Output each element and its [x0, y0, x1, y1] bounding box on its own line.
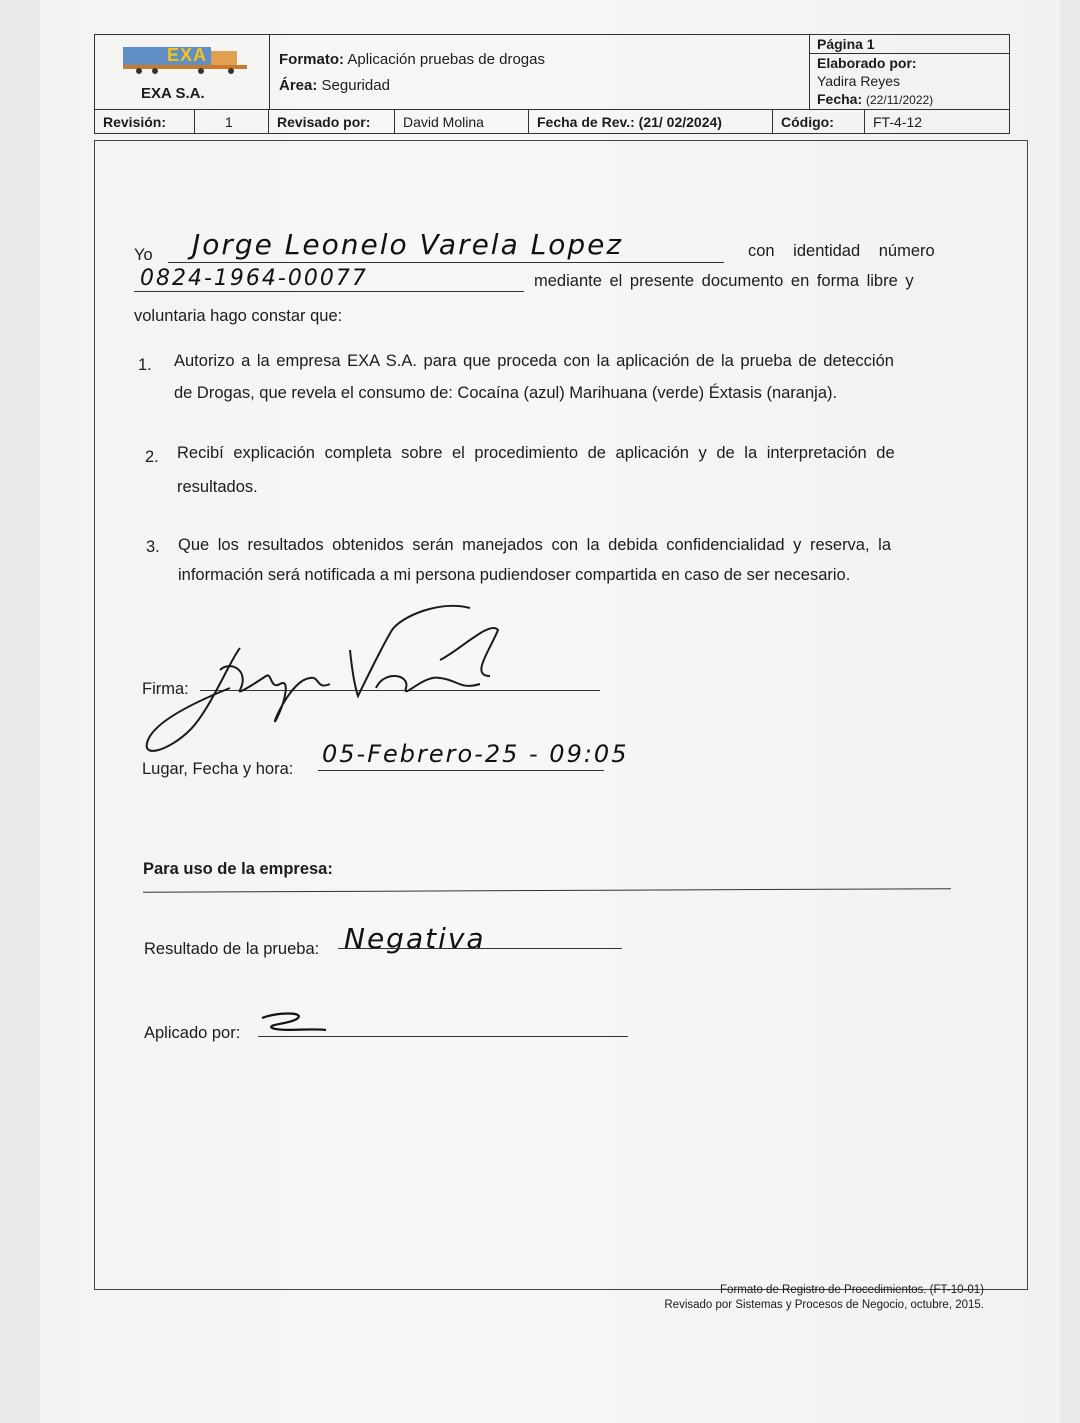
con-identidad-text: con identidad número	[748, 242, 935, 260]
resultado-label: Resultado de la prueba:	[144, 940, 320, 958]
logo-cell	[95, 35, 270, 109]
format-cell	[269, 35, 810, 109]
codigo-label: Código:	[773, 110, 865, 134]
item-1-number: 1.	[138, 356, 152, 374]
resultado-handwritten: Negativa	[344, 922, 486, 955]
yo-label: Yo	[134, 246, 153, 264]
item-2-number: 2.	[145, 448, 159, 466]
page-info-cell	[809, 35, 1009, 109]
name-handwritten: Jorge Leonelo Varela Lopez	[192, 228, 624, 261]
logo-text: EXA	[167, 45, 208, 65]
mediante-text: mediante el presente documento en forma libre y	[534, 272, 914, 290]
codigo-value: FT-4-12	[873, 114, 923, 130]
revisado-label: Revisado por:	[269, 110, 395, 134]
item-2-line2: resultados.	[177, 478, 258, 496]
item-3-number: 3.	[146, 538, 160, 556]
area-line: Área: Seguridad	[279, 77, 390, 94]
item-3-line1: Que los resultados obtenidos serán manejados con la debida confidencialidad y reserva, la	[178, 536, 891, 554]
id-handwritten: 0824-1964-00077	[140, 266, 368, 291]
item-1-line1: Autorizo a la empresa EXA S.A. para que proceda con la aplicación de la prueba de detección	[174, 352, 894, 370]
company-name: EXA S.A.	[141, 85, 205, 102]
aplicado-initials-image	[258, 1010, 330, 1038]
fecha-revision: Fecha de Rev.: (21/ 02/2024)	[529, 110, 773, 134]
aplicado-label: Aplicado por:	[144, 1024, 241, 1042]
signature-image	[140, 600, 520, 760]
formato-line: Formato: Aplicación pruebas de drogas	[279, 51, 545, 68]
revisado-value: David Molina	[395, 110, 529, 134]
revision-row	[95, 109, 1009, 134]
footer-line-2: Revisado por Sistemas y Procesos de Negocio, octubre, 2015.	[664, 1299, 984, 1311]
elaborado-label: Elaborado por:	[817, 55, 917, 71]
lugar-fecha-handwritten: 05-Febrero-25 - 09:05	[322, 740, 629, 768]
revision-value: 1	[195, 110, 269, 134]
item-1-line2: de Drogas, que revela el consumo de: Cocaína (azul) Marihuana (verde) Éxtasis (naranja).	[174, 384, 838, 402]
fecha-line: Fecha: (22/11/2022)	[817, 91, 934, 107]
firma-label: Firma:	[142, 680, 189, 698]
lugar-fecha-label: Lugar, Fecha y hora:	[142, 760, 294, 778]
document-header-table	[94, 34, 1010, 134]
item-2-line1: Recibí explicación completa sobre el procedimiento de aplicación y de la interpretación de	[177, 444, 895, 462]
empresa-section-title: Para uso de la empresa:	[143, 860, 333, 878]
item-3-line2: información será notificada a mi persona pudiendoser compartida en caso de ser necesario.	[178, 566, 851, 584]
elaborado-value: Yadira Reyes	[817, 73, 901, 89]
footer-line-1: Formato de Registro de Procedimientos. (FT-10-01)	[720, 1284, 984, 1296]
voluntaria-text: voluntaria hago constar que:	[134, 307, 343, 325]
page-number: Página 1	[817, 36, 875, 52]
revision-label: Revisión:	[95, 110, 195, 134]
